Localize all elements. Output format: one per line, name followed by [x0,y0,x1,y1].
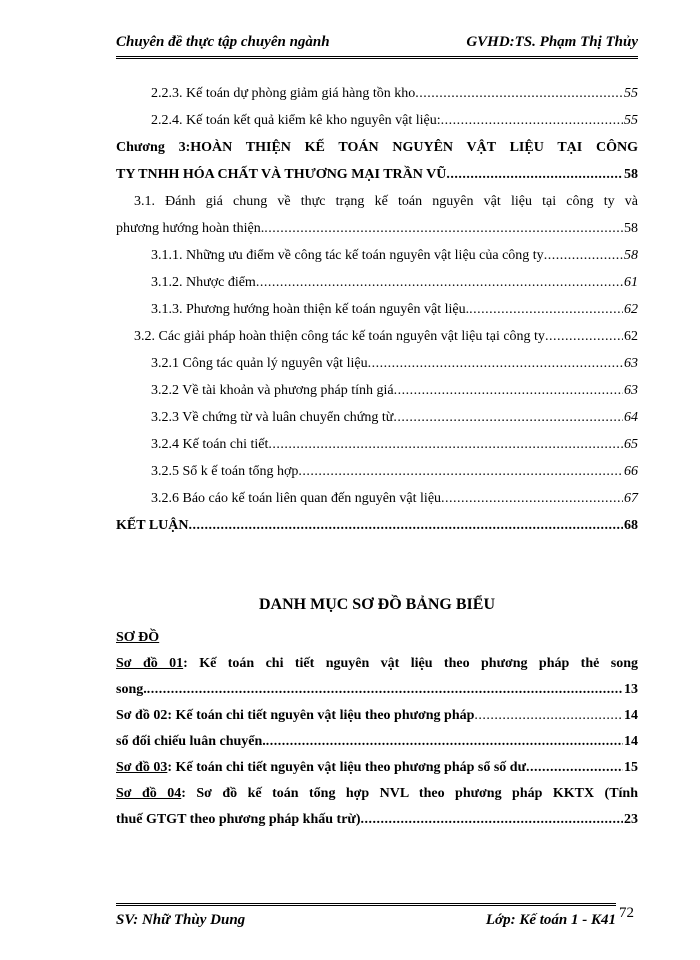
figure-04-label: Sơ đồ 04 [116,786,182,801]
toc-entry-2-2-4[interactable]: 2.2.4. Kế toán kết quả kiểm kê kho nguyên vật liệu: ..... 55 [116,107,638,134]
toc-conclusion[interactable]: KẾT LUẬN ..... 68 [116,512,638,539]
toc-entry-3-1-3[interactable]: 3.1.3. Phương hướng hoàn thiện kế toán nguyên vật liệu. ..... 62 [116,296,638,323]
list-of-figures [116,625,638,833]
figure-04[interactable]: thuế GTGT theo phương pháp khấu trừ) ..... 23 [116,807,638,833]
toc-section-3-1[interactable]: phương hướng hoàn thiện. ..... 58 [116,215,638,242]
figure-03[interactable]: Sơ đồ 03: Kế toán chi tiết nguyên vật liệu theo phương pháp sổ số dư ..... 15 [116,755,638,781]
footer-class: Lớp: Kế toán 1 - K41 [485,912,616,928]
figure-01-label: Sơ đồ 01 [116,656,184,671]
toc-entry-2-2-3[interactable]: 2.2.3. Kế toán dự phòng giảm giá hàng tồn kho ..... 55 [116,80,638,107]
toc-entry-3-1-1[interactable]: 3.1.1. Những ưu điểm về công tác kế toán nguyên vật liệu của công ty ..... 58 [116,242,638,269]
page-footer [116,903,616,932]
toc-entry-3-2-3[interactable]: 3.2.3 Về chứng từ và luân chuyển chứng từ ..... 64 [116,404,638,431]
figure-04-title[interactable]: Sơ đồ 04: Sơ đồ kế toán tổng hợp NVL theo phương pháp KKTX (Tính [116,786,638,801]
figure-02[interactable]: sổ đối chiếu luân chuyển. ..... 14 [116,729,638,755]
figure-01[interactable]: song. ..... 13 [116,677,638,703]
figure-01-title[interactable]: Sơ đồ 01: Kế toán chi tiết nguyên vật liệu theo phương pháp thẻ song [116,656,638,671]
toc-section-3-1-title[interactable]: 3.1. Đánh giá chung về thực trạng kế toán nguyên vật liệu tại công ty và [134,194,638,209]
toc-chapter-3-title[interactable]: Chương 3:HOÀN THIỆN KẾ TOÁN NGUYÊN VẬT LIỆU TẠI CÔNG [116,140,638,155]
page-number: 72 [619,905,634,921]
figures-heading: SƠ ĐỒ [116,630,160,645]
toc-section-3-2[interactable]: 3.2. Các giải pháp hoàn thiện công tác kế toán nguyên vật liệu tại công ty ..... 62 [116,323,638,350]
toc-entry-3-2-4[interactable]: 3.2.4 Kế toán chi tiết ..... 65 [116,431,638,458]
toc-chapter-3[interactable]: TY TNHH HÓA CHẤT VÀ THƯƠNG MẠI TRẦN VŨ ..... 58 [116,161,638,188]
table-of-contents [116,80,638,539]
list-of-figures-title: DANH MỤC SƠ ĐỒ BẢNG BIỂU [258,596,495,613]
toc-entry-3-2-2[interactable]: 3.2.2 Về tài khoản và phương pháp tính giá ..... 63 [116,377,638,404]
footer-student: SV: Nhữ Thùy Dung [116,912,246,928]
figure-03-label: Sơ đồ 03 [116,760,168,775]
header-topic: Chuyên đề thực tập chuyên ngành [116,34,330,50]
toc-entry-3-1-2[interactable]: 3.1.2. Nhược điểm ..... 61 [116,269,638,296]
figure-02-title[interactable]: Sơ đồ 02: Kế toán chi tiết nguyên vật liệu theo phương pháp ..... 14 [116,703,638,729]
toc-entry-3-2-1[interactable]: 3.2.1 Công tác quản lý nguyên vật liệu ..... 63 [116,350,638,377]
header-supervisor: GVHD:TS. Phạm Thị Thủy [466,34,638,50]
toc-entry-3-2-6[interactable]: 3.2.6 Báo cáo kế toán liên quan đến nguyên vật liệu ..... 67 [116,485,638,512]
page-header [116,32,638,59]
toc-entry-3-2-5[interactable]: 3.2.5 Sổ k ế toán tổng hợp ..... 66 [116,458,638,485]
